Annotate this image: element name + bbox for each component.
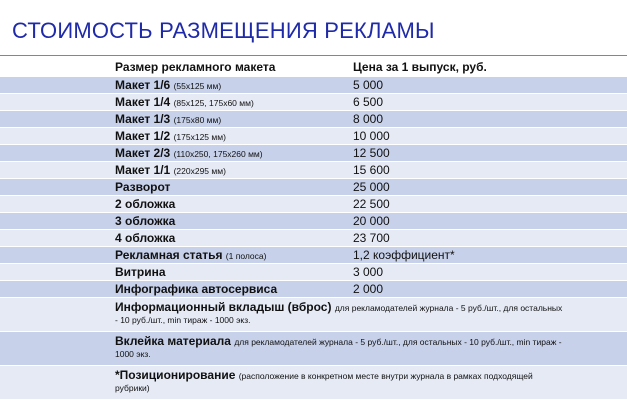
row-note: (1 полоса) [225, 250, 267, 261]
row-title: Витрина [115, 264, 166, 279]
table-row [0, 127, 627, 144]
row-note: для рекламодателей журнала - 5 руб./шт., для остальных - 10 руб./шт., min тираж - 1000 экз. [115, 303, 563, 325]
table-row [0, 365, 627, 399]
row-note: (110х250, 175х260 мм) [173, 148, 263, 159]
row-note: (175х80 мм) [173, 114, 222, 125]
row-title: *Позиционирование [115, 368, 236, 382]
row-price: 20 000 [353, 213, 390, 228]
row-note: (55х125 мм) [173, 80, 222, 91]
row-title: Макет 1/3 [115, 111, 171, 126]
table-row [0, 161, 627, 178]
row-price: 22 500 [353, 196, 390, 211]
table-row [0, 144, 627, 161]
row-title: Макет 1/4 [115, 94, 171, 109]
table-row [0, 93, 627, 110]
row-title: Вклейка материала [115, 334, 231, 348]
row-price: 6 500 [353, 94, 384, 109]
title-divider [0, 55, 627, 56]
row-price: 23 700 [353, 230, 390, 245]
row-title: Макет 2/3 [115, 145, 171, 160]
table-row [0, 229, 627, 246]
row-note: (85х125, 175х60 мм) [173, 97, 254, 108]
row-note: (175х125 мм) [173, 131, 226, 142]
row-title: 4 обложка [115, 230, 176, 245]
row-note: (расположение в конкретном месте внутри журнала в рамках подходящей рубрики) [115, 371, 533, 393]
row-price: 8 000 [353, 111, 384, 126]
row-title: 3 обложка [115, 213, 176, 228]
row-price: 15 600 [353, 162, 390, 177]
row-price: 12 500 [353, 145, 390, 160]
table-row [0, 297, 627, 331]
row-title: Рекламная статья [115, 247, 223, 262]
table-row [0, 178, 627, 195]
row-price: 3 000 [353, 264, 384, 279]
table-row [0, 280, 627, 297]
table-row [0, 195, 627, 212]
table-header-row [0, 58, 627, 76]
table-row [0, 212, 627, 229]
row-price: 1,2 коэффициент* [353, 247, 455, 262]
row-price: 5 000 [353, 77, 384, 92]
row-title: Разворот [115, 179, 171, 194]
column-header-size: Размер рекламного макета [115, 59, 276, 74]
row-note: для рекламодателей журнала - 5 руб./шт., для остальных - 10 руб./шт., min тираж - 1000 экз. [115, 337, 562, 359]
row-price: 25 000 [353, 179, 390, 194]
table-row [0, 263, 627, 280]
price-table [0, 58, 627, 400]
column-header-price: Цена за 1 выпуск, руб. [353, 59, 487, 74]
row-note: (220х295 мм) [173, 165, 226, 176]
row-title: 2 обложка [115, 196, 176, 211]
table-row [0, 246, 627, 263]
table-row [0, 76, 627, 93]
row-price: 2 000 [353, 281, 384, 296]
row-title: Макет 1/1 [115, 162, 171, 177]
row-title: Информационный вкладыш (вброс) [115, 300, 332, 314]
table-row [0, 331, 627, 365]
row-price: 10 000 [353, 128, 390, 143]
page-title: СТОИМОСТЬ РАЗМЕЩЕНИЯ РЕКЛАМЫ [12, 18, 435, 43]
table-row [0, 110, 627, 127]
row-title: Макет 1/6 [115, 77, 171, 92]
row-title: Инфографика автосервиса [115, 281, 278, 296]
row-title: Макет 1/2 [115, 128, 171, 143]
